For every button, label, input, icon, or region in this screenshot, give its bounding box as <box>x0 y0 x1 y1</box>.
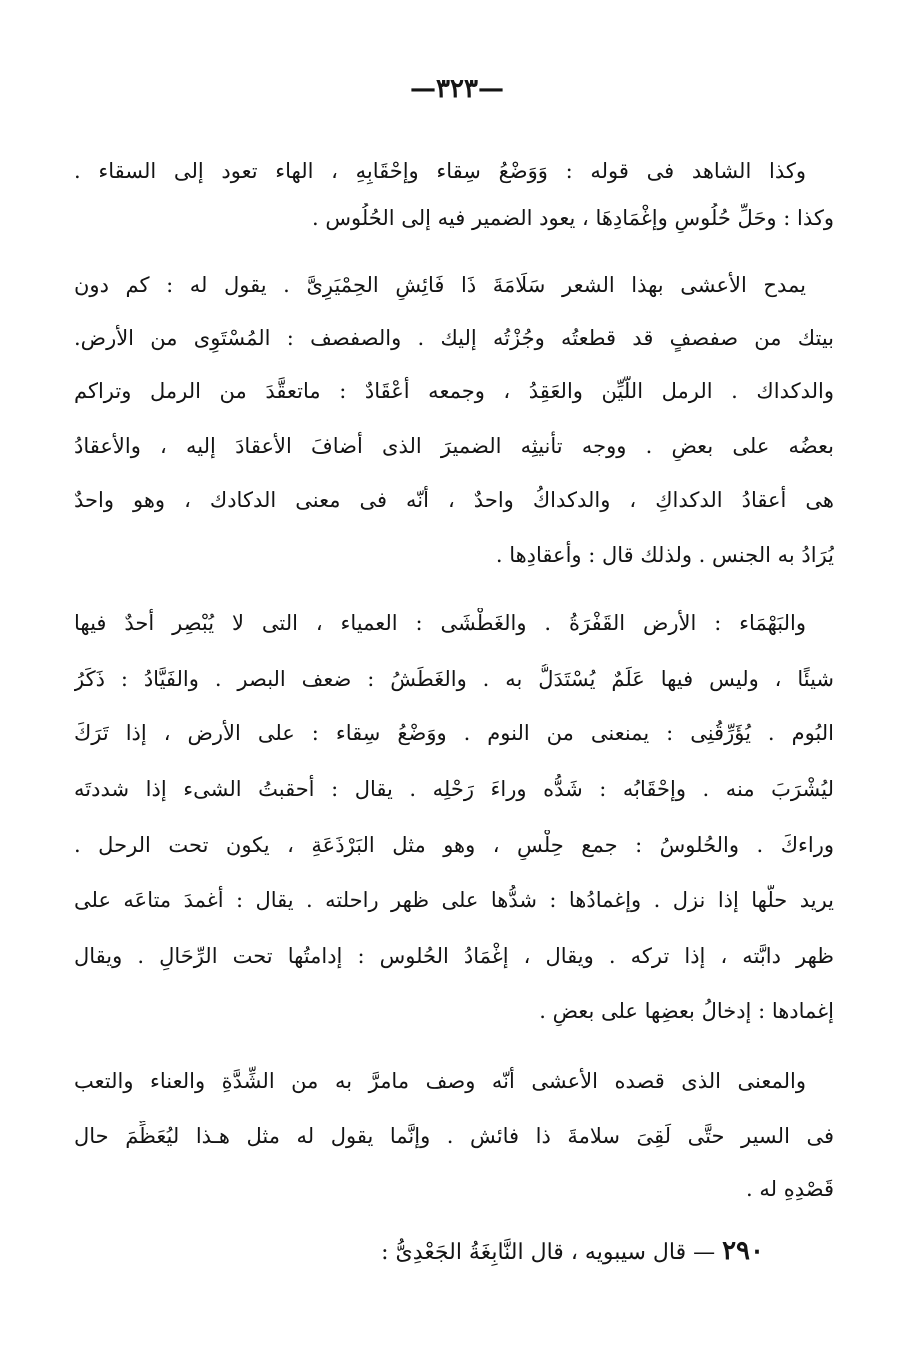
text-line: والمعنى الذى قصده الأعشى أنّه وصف مامرَّ به من الشِّدَّةِ والعناء والتعب <box>74 1069 806 1093</box>
text-line: وراءكَ . والحُلوسُ : جمع حِلْسٍ ، وهو مثل البَرْذَعَةِ ، يكون تحت الرحل . <box>74 833 834 857</box>
text-line: وكذا الشاهد فى قوله : وَوَضْعُ سِقاء وإحْقَابِهِ ، الهاء تعود إلى السقاء . <box>74 159 806 183</box>
text-line: يمدح الأعشى بهذا الشعر سَلَامَةَ ذَا فَائِشٍ الحِمْيَرِىَّ . يقول له : كم دون <box>74 273 806 297</box>
example-number: ٢٩٠ <box>722 1236 764 1266</box>
text-line: ليُشْرَبَ منه . وإحْقَابُه : شَدُّه وراءَ رَحْلِه . يقال : أحقبتُ الشىء إذا شددتَه <box>74 777 834 801</box>
text-line: ظهر دابَّته ، إذا تركه . ويقال ، إغْمَادُ الحُلوس : إدامتُها تحت الرِّحَالِ . ويقال <box>74 944 834 968</box>
text-line: والبَهْمَاء : الأرض القَفْرَةُ . والغَطْشَى : العمياء ، التى لا يُبْصِر أحدٌ فيها <box>74 611 806 635</box>
text-line: فى السير حتَّى لَقِىَ سلامةَ ذا فائش . وإنَّما يقول له مثل هـذا ليُعَظِّمَ حال <box>74 1124 834 1148</box>
text-line: هى أعقادُ الدكداكِ ، والدكداكُ واحدٌ ، أنّه فى معنى الدكادك ، وهو واحدٌ <box>74 488 834 512</box>
page-number: —٣٢٣— <box>410 74 504 104</box>
example-text: — قال سيبويه ، قال النَّابِغَةُ الجَعْدِىُّ : <box>381 1240 716 1265</box>
example-heading <box>164 1236 764 1268</box>
text-line: وكذا : وحَلِّ حُلُوسٍ وإغْمَادِهَا ، يعود الضمير فيه إلى الحُلُوس . <box>312 206 834 230</box>
text-line: يريد حلَّها إذا نزل . وإغمادُها : شدُّها على ظهر راحلته . يقال : أغمدَ متاعَه على <box>74 888 834 912</box>
text-line: بعضُه على بعضٍ . ووجه تأنيثِه الضميرَ الذى أضافَ الأعقادَ إليه ، والأعقادُ <box>74 434 834 458</box>
text-line: يُرَادُ به الجنس . ولذلك قال : وأعقادِها . <box>495 543 834 567</box>
text-line: البُوم . يُؤَرِّقُنِى : يمنعنى من النوم . ووَضْعُ سِقاء : على الأرض ، إذا تَرَكَ <box>74 721 834 745</box>
text-line: بيتك من صفصفٍ قد قطعتُه وجُزْتُه إليك . والصفصف : المُسْتَوِى من الأرض. <box>74 326 834 350</box>
text-line: إغمادها : إدخالُ بعضِها على بعضٍ . <box>539 999 834 1023</box>
text-line: والدكداك . الرمل اللَّيِّن والعَقِدُ ، وجمعه أعْقَادٌ : ماتعقَّدَ من الرمل وتراكم <box>74 379 834 403</box>
text-line: قَصْدِهِ له . <box>746 1177 834 1201</box>
text-line: شيئًا ، وليس فيها عَلَمٌ يُسْتَدَلُّ به . والغَطَشُ : ضعف البصر . والفَيَّادُ : ذَكَرُ <box>74 667 834 691</box>
